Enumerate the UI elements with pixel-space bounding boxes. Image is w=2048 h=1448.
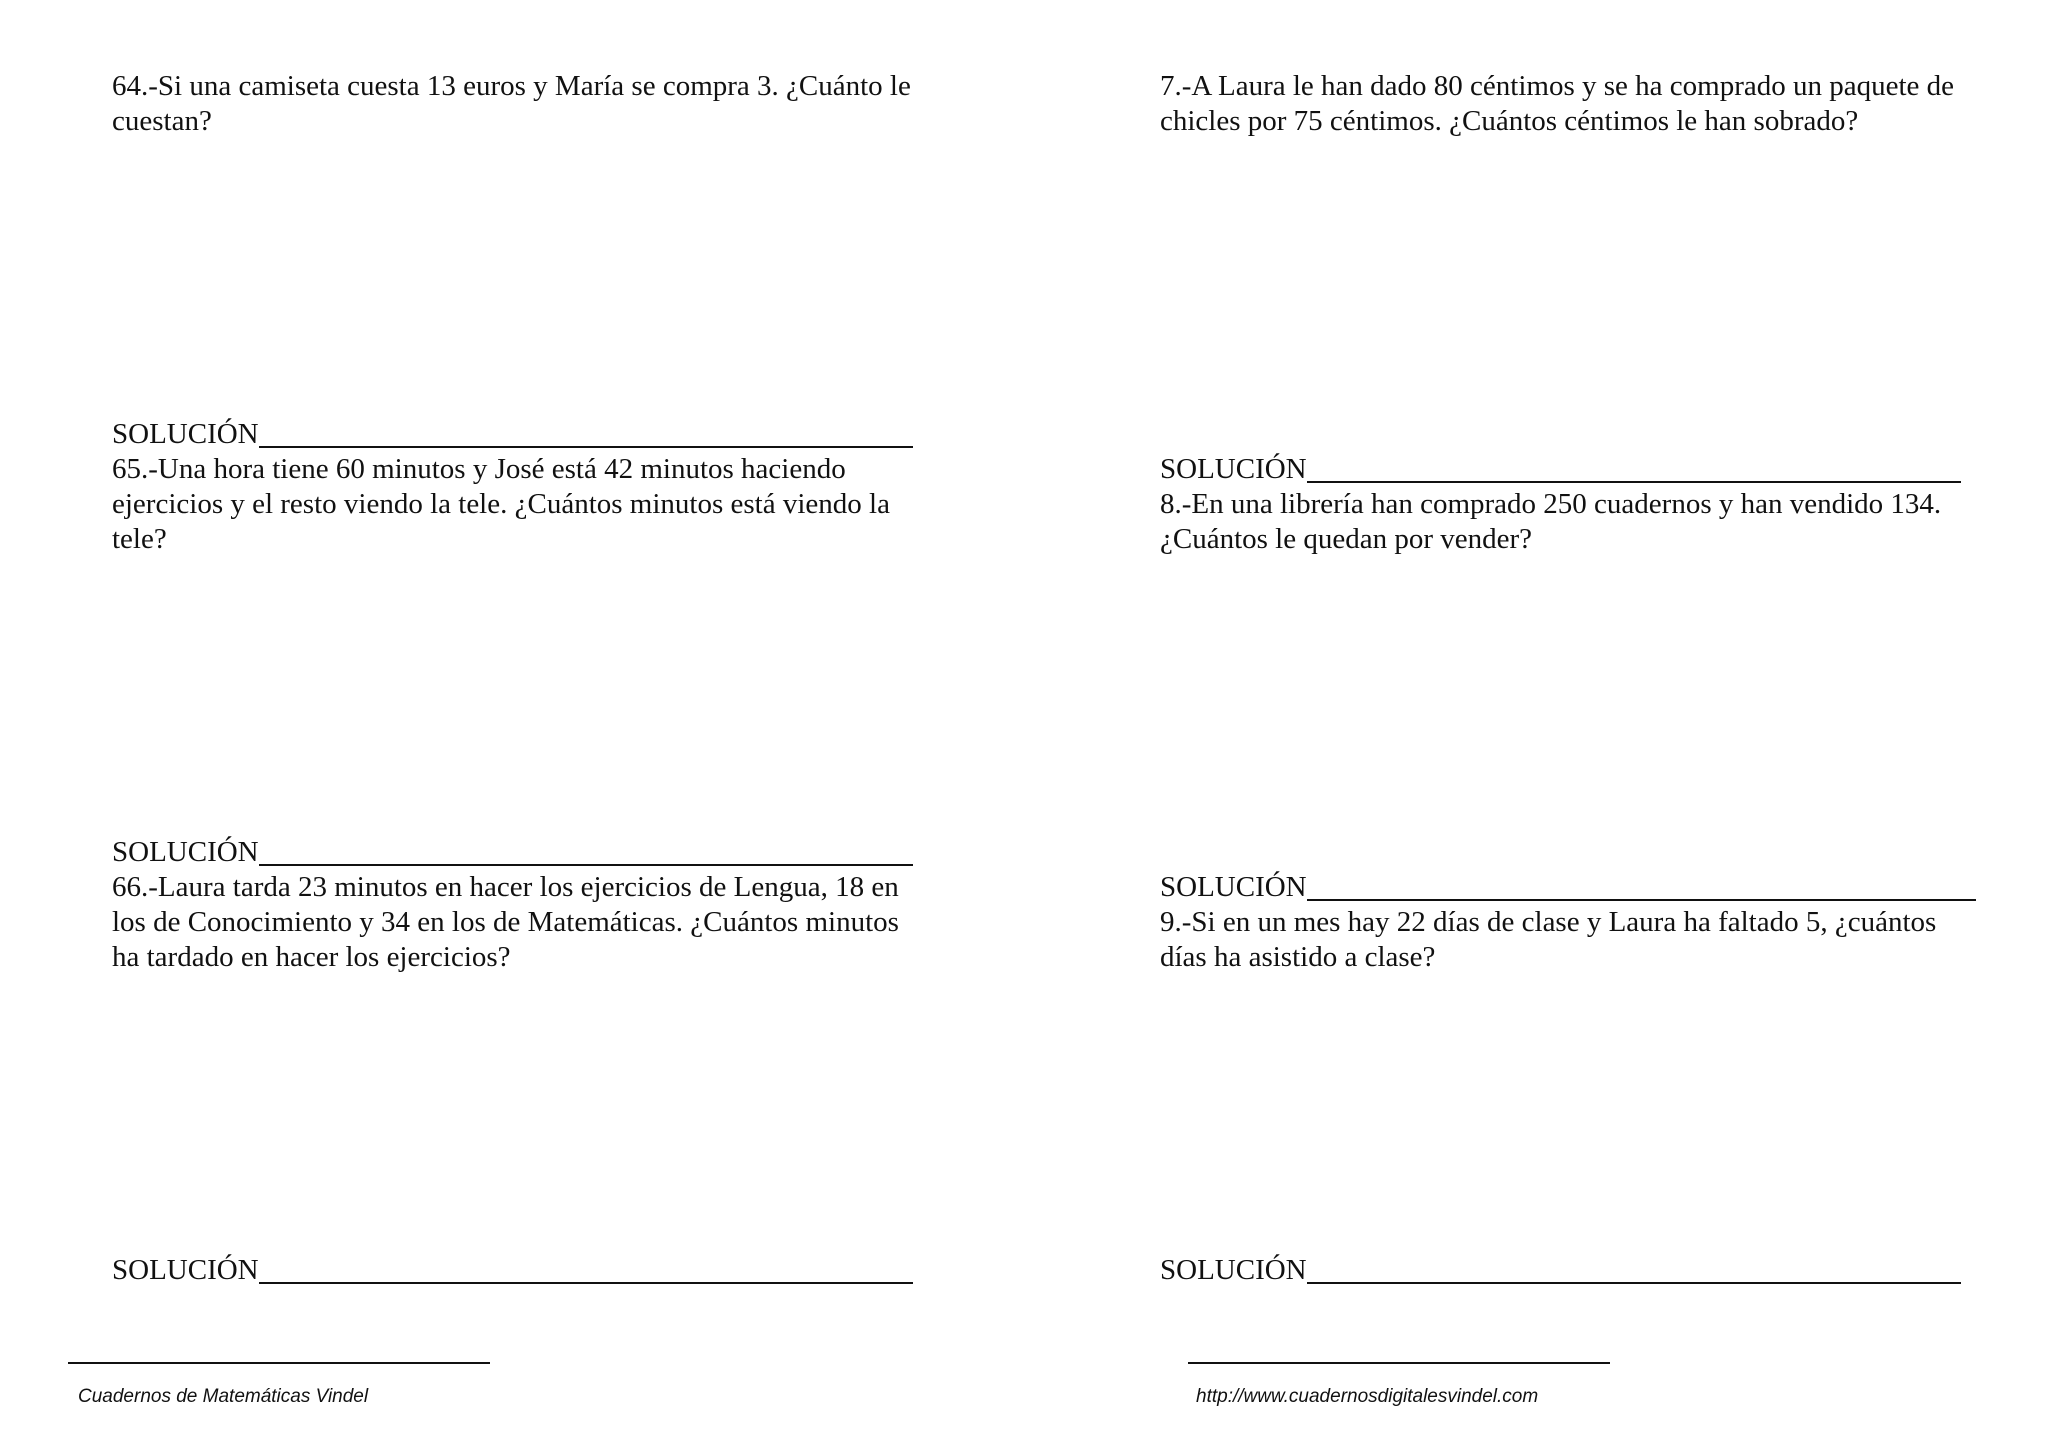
solution-label: SOLUCIÓN xyxy=(1160,1254,1307,1286)
footer-rule-right xyxy=(1188,1362,1610,1364)
solution-label: SOLUCIÓN xyxy=(1160,453,1307,485)
footer-publisher: Cuadernos de Matemáticas Vindel xyxy=(78,1386,369,1407)
solution-line-7 xyxy=(1160,452,1961,487)
problem-64: 64.-Si una camiseta cuesta 13 euros y María se compra 3. ¿Cuánto le cuestan? xyxy=(112,70,911,137)
problem-8: 8.-En una librería han comprado 250 cuadernos y han vendido 134. ¿Cuántos le quedan por vender? xyxy=(1160,488,1942,555)
footer-website-link[interactable]: http://www.cuadernosdigitalesvindel.com xyxy=(1196,1386,1539,1407)
answer-blank xyxy=(259,864,913,866)
problem-7: 7.-A Laura le han dado 80 céntimos y se ha comprado un paquete de chicles por 75 céntimos. ¿Cuántos céntimos le han sobrado? xyxy=(1160,70,1955,137)
answer-blank xyxy=(1307,1282,1961,1284)
solution-line-65 xyxy=(112,835,913,870)
problem-65: 65.-Una hora tiene 60 minutos y José está 42 minutos haciendo ejercicios y el resto viendo la tele. ¿Cuántos minutos está viendo la tele? xyxy=(112,453,890,555)
answer-blank xyxy=(259,1282,913,1284)
footer-rule-left xyxy=(68,1362,490,1364)
solution-line-66 xyxy=(112,1253,913,1288)
solution-line-64 xyxy=(112,417,913,452)
solution-label: SOLUCIÓN xyxy=(112,836,259,868)
solution-label: SOLUCIÓN xyxy=(1160,871,1307,903)
answer-blank xyxy=(1307,481,1961,483)
solution-line-9 xyxy=(1160,1253,1961,1288)
answer-blank xyxy=(259,446,913,448)
problem-9: 9.-Si en un mes hay 22 días de clase y Laura ha faltado 5, ¿cuántos días ha asistido a clase? xyxy=(1160,906,1937,973)
solution-line-8 xyxy=(1160,870,1976,905)
solution-label: SOLUCIÓN xyxy=(112,418,259,450)
answer-blank xyxy=(1307,899,1976,901)
solution-label: SOLUCIÓN xyxy=(112,1254,259,1286)
problem-66: 66.-Laura tarda 23 minutos en hacer los ejercicios de Lengua, 18 en los de Conocimiento y 34 en los de Matemáticas. ¿Cuántos minutos ha tardado en hacer los ejercicios? xyxy=(112,871,899,973)
